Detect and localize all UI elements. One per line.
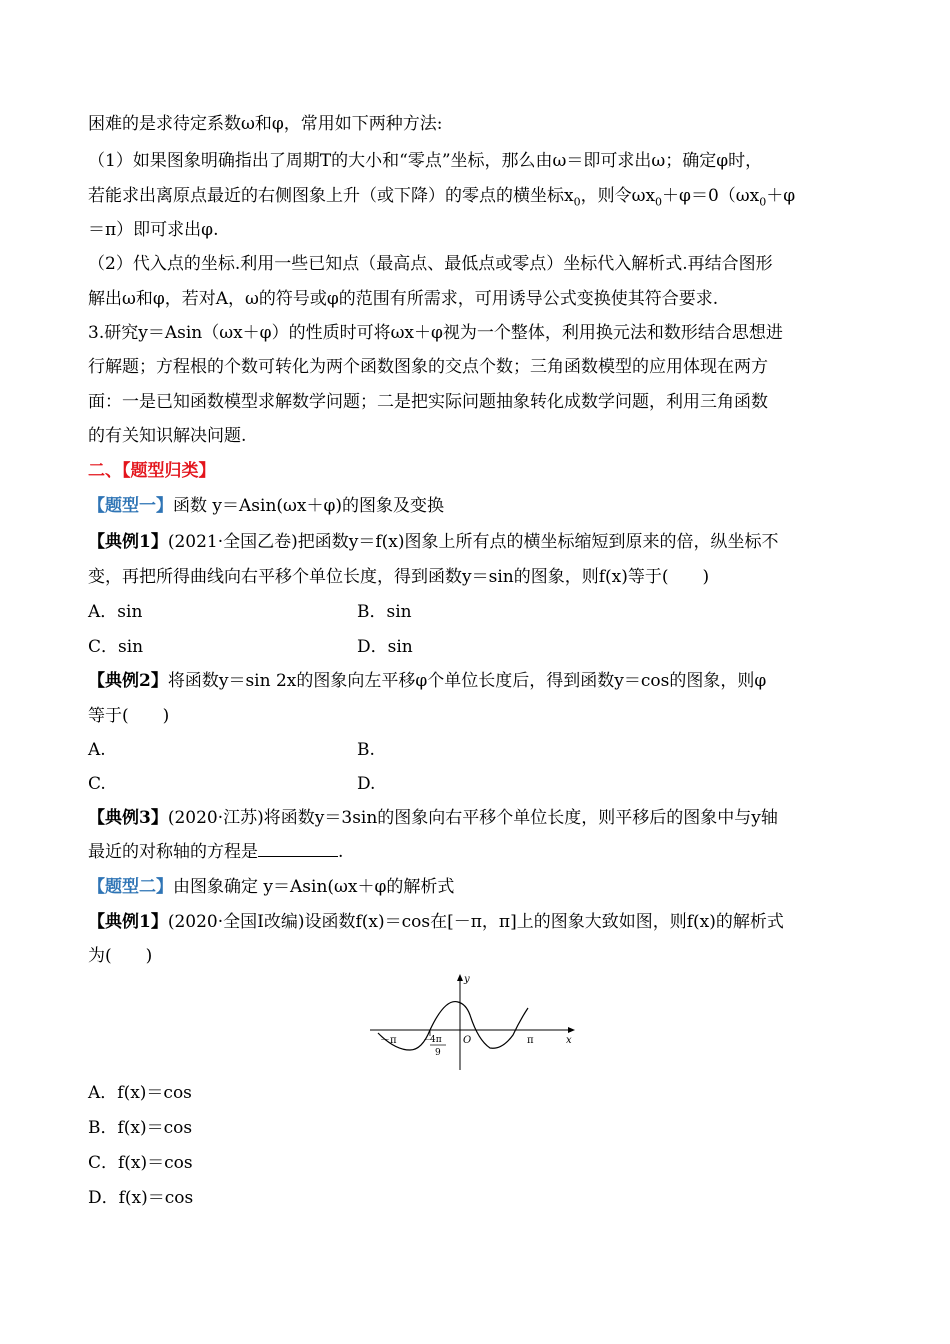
label-y: y bbox=[464, 974, 470, 985]
section-heading: 二、【题型归类】 bbox=[88, 461, 216, 481]
option-a: A．sin bbox=[88, 602, 143, 622]
option-d: D．sin bbox=[357, 637, 413, 657]
option-a: A．f(x)＝cos bbox=[88, 1083, 192, 1103]
example-tag: 【典例1】 bbox=[88, 532, 168, 552]
option-c: C．f(x)＝cos bbox=[88, 1153, 193, 1173]
function-graph bbox=[370, 970, 580, 1070]
label-frac-den: 9 bbox=[435, 1048, 441, 1058]
type-tag: 【题型一】 bbox=[88, 496, 173, 516]
label-x: x bbox=[566, 1035, 572, 1046]
option-d: D．f(x)＝cos bbox=[88, 1188, 194, 1208]
label-pi: π bbox=[527, 1035, 534, 1046]
text-line: 困难的是求待定系数ω和φ，常用如下两种方法: bbox=[88, 114, 443, 134]
text-line: （2）代入点的坐标.利用一些已知点（最高点、最低点或零点）坐标代入解析式.再结合图形 bbox=[88, 254, 773, 274]
option-b: B．sin bbox=[357, 602, 412, 622]
text-line: 面：一是已知函数模型求解数学问题；二是把实际问题抽象转化成数学问题，利用三角函数 bbox=[88, 392, 768, 412]
example-3-line2: 最近的对称轴的方程是 . bbox=[88, 842, 344, 862]
text-line: 解出ω和φ，若对A，ω的符号或φ的范围有所需求，可用诱导公式变换使其符合要求. bbox=[88, 289, 719, 309]
option-b: B. bbox=[357, 740, 375, 760]
option-c: C. bbox=[88, 774, 106, 794]
curve bbox=[378, 1002, 528, 1050]
text-line: （1）如果图象明确指出了周期T的大小和“零点”坐标，那么由ω＝即可求出ω；确定φ时， bbox=[88, 151, 763, 171]
text-line: 3.研究y＝Asin（ωx＋φ）的性质时可将ωx＋φ视为一个整体，利用换元法和数形结合思想进 bbox=[88, 323, 783, 343]
text-line: 的有关知识解决问题. bbox=[88, 426, 247, 446]
text-line: ＝π）即可求出φ. bbox=[88, 220, 219, 240]
type-title: 由图象确定 y＝Asin(ωx＋φ的解析式 bbox=[173, 877, 455, 897]
type-tag: 【题型二】 bbox=[88, 877, 173, 897]
y-axis-arrow-icon bbox=[457, 974, 463, 981]
option-a: A. bbox=[88, 740, 106, 760]
example-2-line1: 【典例2】将函数y＝sin 2x的图象向左平移φ个单位长度后，得到函数y＝cos的图象，则φ bbox=[88, 671, 767, 691]
example-tag: 【典例2】 bbox=[88, 671, 168, 691]
x-axis-arrow-icon bbox=[568, 1027, 575, 1033]
option-d: D. bbox=[357, 774, 376, 794]
answer-blank bbox=[258, 842, 338, 857]
label-frac-num: 4π bbox=[430, 1035, 442, 1045]
question-type-2 bbox=[88, 876, 454, 898]
question-type-1 bbox=[88, 495, 444, 517]
example-tag: 【典例3】 bbox=[88, 808, 168, 828]
option-c: C．sin bbox=[88, 637, 144, 657]
example-tag: 【典例1】 bbox=[88, 912, 168, 932]
text-line: 若能求出离原点最近的右侧图象上升（或下降）的零点的横坐标$x_0$，则令$\omega x_0+\varphi=0(\omega x_0+\varphi$ bbox=[88, 186, 796, 209]
label-origin: O bbox=[463, 1035, 472, 1046]
label-frac-sign: － bbox=[423, 1036, 433, 1046]
label-neg-pi: －π bbox=[380, 1035, 397, 1046]
example-1-line1: 【典例1】(2021·全国乙卷)把函数y＝f(x)图象上所有点的横坐标缩短到原来的倍，纵坐标不 bbox=[88, 532, 779, 552]
type-title: 函数 y＝Asin(ωx＋φ)的图象及变换 bbox=[173, 496, 445, 516]
example-2-line2: 等于( ) bbox=[88, 706, 170, 726]
example-3-line1: 【典例3】(2020·江苏)将函数y＝3sin的图象向右平移个单位长度，则平移后的图象中与y轴 bbox=[88, 808, 778, 828]
example-4-line1: 【典例1】(2020·全国Ⅰ改编)设函数f(x)＝cos在[－π，π]上的图象大致如图，则f(x)的解析式 bbox=[88, 912, 784, 932]
option-b: B．f(x)＝cos bbox=[88, 1118, 193, 1138]
example-1-line2: 变，再把所得曲线向右平移个单位长度，得到函数y＝sin的图象，则f(x)等于( ) bbox=[88, 567, 710, 587]
example-4-line2: 为( ) bbox=[88, 946, 153, 966]
text-line: 行解题；方程根的个数可转化为两个函数图象的交点个数；三角函数模型的应用体现在两方 bbox=[88, 357, 768, 377]
